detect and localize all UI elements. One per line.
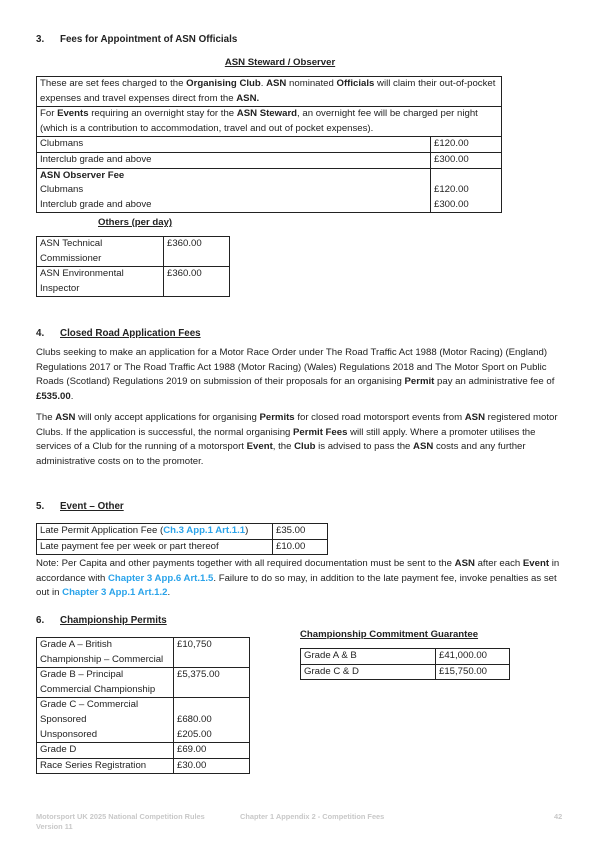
rule-reference-link[interactable]: Ch.3 App.1 Art.1.1 bbox=[163, 525, 246, 536]
section-3-heading bbox=[36, 33, 237, 48]
section-4-heading bbox=[36, 327, 201, 342]
section-number: 6. bbox=[36, 615, 45, 626]
text-segment: in accordance with bbox=[36, 558, 560, 584]
overnight-cell bbox=[37, 107, 502, 137]
text-segment: is advised to pass the bbox=[315, 441, 414, 453]
fee-value: £10.00 bbox=[273, 539, 328, 555]
text-segment: Note: Per Capita and other payments together with all required documentation must be sent to the bbox=[36, 558, 455, 569]
steward-observer-title: ASN Steward / Observer bbox=[224, 57, 336, 68]
observer-fees-cell bbox=[431, 168, 502, 213]
table-row bbox=[37, 168, 502, 213]
text-segment: Late payment fee per week or part thereof bbox=[40, 540, 219, 552]
fee-label: Interclub grade and above bbox=[37, 152, 431, 168]
table-row bbox=[37, 743, 250, 759]
text-segment: For bbox=[40, 108, 58, 120]
others-title: Others (per day) bbox=[98, 217, 173, 228]
bold-term: Permit bbox=[404, 376, 435, 388]
rule-reference-link[interactable]: Chapter 3 App.1 Art.1.2 bbox=[62, 587, 168, 599]
section-title: Championship Permits bbox=[60, 615, 167, 626]
fee-label: Race Series Registration bbox=[37, 758, 174, 774]
section-title: Closed Road Application Fees bbox=[60, 328, 201, 339]
text-segment: costs and any further administrative costs on to the promoter. bbox=[36, 441, 526, 467]
text-segment: , the bbox=[272, 441, 295, 453]
text-segment: registered motor Clubs. If the application is successful, the normal organising bbox=[36, 412, 558, 438]
bold-term: Organising Club bbox=[186, 78, 261, 89]
bold-term: Officials bbox=[336, 78, 375, 89]
championship-permits-table bbox=[36, 637, 250, 774]
observer-heading: ASN Observer Fee bbox=[40, 169, 125, 181]
bold-term: ASN bbox=[55, 412, 76, 423]
text-segment: will only accept applications for organising bbox=[75, 412, 260, 423]
table-row bbox=[37, 638, 250, 668]
bold-term: £535.00 bbox=[36, 390, 71, 402]
table-row bbox=[37, 698, 250, 743]
footer-document bbox=[36, 812, 205, 832]
text-segment: ) bbox=[245, 525, 249, 536]
table-row bbox=[37, 267, 230, 297]
fee-value: £205.00 bbox=[177, 728, 212, 740]
closed-road-paragraph-2 bbox=[36, 411, 566, 469]
fee-label: ASN Environmental Inspector bbox=[37, 267, 164, 297]
observer-cell bbox=[37, 168, 431, 213]
table-row bbox=[37, 524, 328, 540]
section-number: 4. bbox=[36, 328, 45, 339]
bold-term: ASN bbox=[266, 78, 287, 89]
bold-term: Club bbox=[294, 441, 316, 453]
grade-c-fees-cell bbox=[174, 698, 250, 743]
fee-label: Sponsored bbox=[40, 713, 87, 725]
section-title: Fees for Appointment of ASN Officials bbox=[60, 34, 238, 45]
guarantee-title: Championship Commitment Guarantee bbox=[300, 629, 479, 640]
fee-label: Clubmans bbox=[37, 137, 431, 153]
table-row bbox=[301, 649, 510, 665]
table-row bbox=[37, 137, 502, 153]
others-table bbox=[36, 236, 230, 297]
text-segment: will still apply. Where a promoter utilises the services of a Club for the running of a motorsport bbox=[36, 426, 536, 453]
text-segment: will claim their out-of-pocket expenses and travel expenses direct from the bbox=[40, 78, 496, 104]
fee-value: £120.00 bbox=[434, 184, 469, 196]
bold-term: ASN Steward bbox=[236, 108, 298, 120]
late-payment-note bbox=[36, 557, 566, 601]
table-row bbox=[37, 152, 502, 168]
bold-term: Events bbox=[57, 108, 89, 120]
fee-value: £35.00 bbox=[273, 524, 328, 540]
fee-label: ASN Technical Commissioner bbox=[37, 237, 164, 267]
fee-value: £30.00 bbox=[174, 758, 250, 774]
bold-term: ASN bbox=[413, 441, 434, 453]
closed-road-paragraph-1 bbox=[36, 346, 566, 404]
text-segment: . Failure to do so may, in addition to the late payment fee, invoke penalties as set out in bbox=[36, 572, 557, 599]
bold-term: Permit Fees bbox=[293, 426, 348, 438]
text-segment: Clubs seeking to make an application for a Motor Race Order under The Road Traffic Act 1988 (Motor Racing) (England) Regulations 2017 or The Road Traffic Act 1988 (Motor Racing) (Wales) Regulations 2018 and The Motor Sport on Public Roads (Scotland) Regulations 2019 on submission of their proposals for an organising bbox=[36, 347, 548, 388]
section-number: 3. bbox=[36, 34, 45, 45]
footer-chapter: Chapter 1 Appendix 2 - Competition Fees bbox=[240, 812, 385, 821]
bold-term: Event bbox=[522, 558, 550, 569]
fee-value: £300.00 bbox=[434, 198, 469, 210]
intro-cell bbox=[37, 77, 502, 107]
bold-term: Permits bbox=[259, 412, 295, 423]
fee-label: Unsponsored bbox=[40, 728, 98, 740]
footer-doc-title: Motorsport UK 2025 National Competition Rules bbox=[36, 812, 205, 821]
text-segment: . bbox=[167, 587, 171, 599]
text-segment: , an overnight fee will be charged per night (which is a contribution to accommodation, travel and out of pocket expenses). bbox=[40, 108, 478, 134]
fee-label: Grade D bbox=[37, 743, 174, 759]
table-row bbox=[37, 539, 328, 555]
section-number: 5. bbox=[36, 501, 45, 512]
bold-term: ASN. bbox=[236, 92, 260, 104]
text-segment: nominated bbox=[286, 78, 337, 89]
fee-label: Interclub grade and above bbox=[40, 198, 152, 210]
text-segment: These are set fees charged to the bbox=[40, 78, 187, 89]
bold-term: ASN bbox=[464, 412, 486, 423]
section-6-heading bbox=[36, 614, 167, 629]
fee-value: £15,750.00 bbox=[436, 664, 510, 680]
text-segment: pay an administrative fee of bbox=[434, 376, 555, 388]
fee-label bbox=[37, 524, 273, 540]
text-segment: for closed road motorsport events from bbox=[294, 412, 465, 423]
rule-reference-link[interactable]: Chapter 3 App.6 Art.1.5 bbox=[108, 572, 214, 584]
fee-label: Clubmans bbox=[40, 184, 84, 196]
fee-label bbox=[37, 539, 273, 555]
table-row bbox=[37, 668, 250, 698]
text-segment: requiring an overnight stay for the bbox=[88, 108, 237, 120]
page-number: 42 bbox=[554, 812, 563, 821]
table-row bbox=[301, 664, 510, 680]
section-5-heading bbox=[36, 500, 124, 515]
fee-label: Grade B – Principal Commercial Championship bbox=[37, 668, 174, 698]
grade-c-cell bbox=[37, 698, 174, 743]
text-segment: . bbox=[260, 78, 267, 89]
text-segment: Late Permit Application Fee ( bbox=[40, 525, 164, 536]
fee-value: £69.00 bbox=[174, 743, 250, 759]
table-row bbox=[37, 107, 502, 137]
fee-value: £680.00 bbox=[177, 713, 212, 725]
fee-value: £5,375.00 bbox=[174, 668, 250, 698]
fee-value: £120.00 bbox=[431, 137, 502, 153]
bold-term: ASN bbox=[454, 558, 475, 569]
fee-label: Grade C & D bbox=[301, 664, 436, 680]
fee-value: £10,750 bbox=[174, 638, 250, 668]
table-row bbox=[37, 758, 250, 774]
steward-fees-table bbox=[36, 76, 502, 213]
section-title: Event – Other bbox=[60, 501, 124, 512]
fee-label: Grade A & B bbox=[301, 649, 436, 665]
footer-version: Version 11 bbox=[36, 822, 73, 831]
bold-term: Event bbox=[246, 441, 273, 453]
fee-label: Grade C – Commercial bbox=[40, 699, 139, 711]
table-row bbox=[37, 237, 230, 267]
fee-value: £360.00 bbox=[164, 237, 230, 267]
text-segment: after each bbox=[474, 558, 523, 569]
text-segment: The bbox=[36, 412, 56, 423]
fee-value: £300.00 bbox=[431, 152, 502, 168]
fee-label: Grade A – British Championship – Commercial bbox=[37, 638, 174, 668]
table-row bbox=[37, 77, 502, 107]
guarantee-table bbox=[300, 648, 510, 680]
fee-value: £360.00 bbox=[164, 267, 230, 297]
fee-value: £41,000.00 bbox=[436, 649, 510, 665]
event-other-table bbox=[36, 523, 328, 555]
text-segment: . bbox=[70, 390, 74, 402]
